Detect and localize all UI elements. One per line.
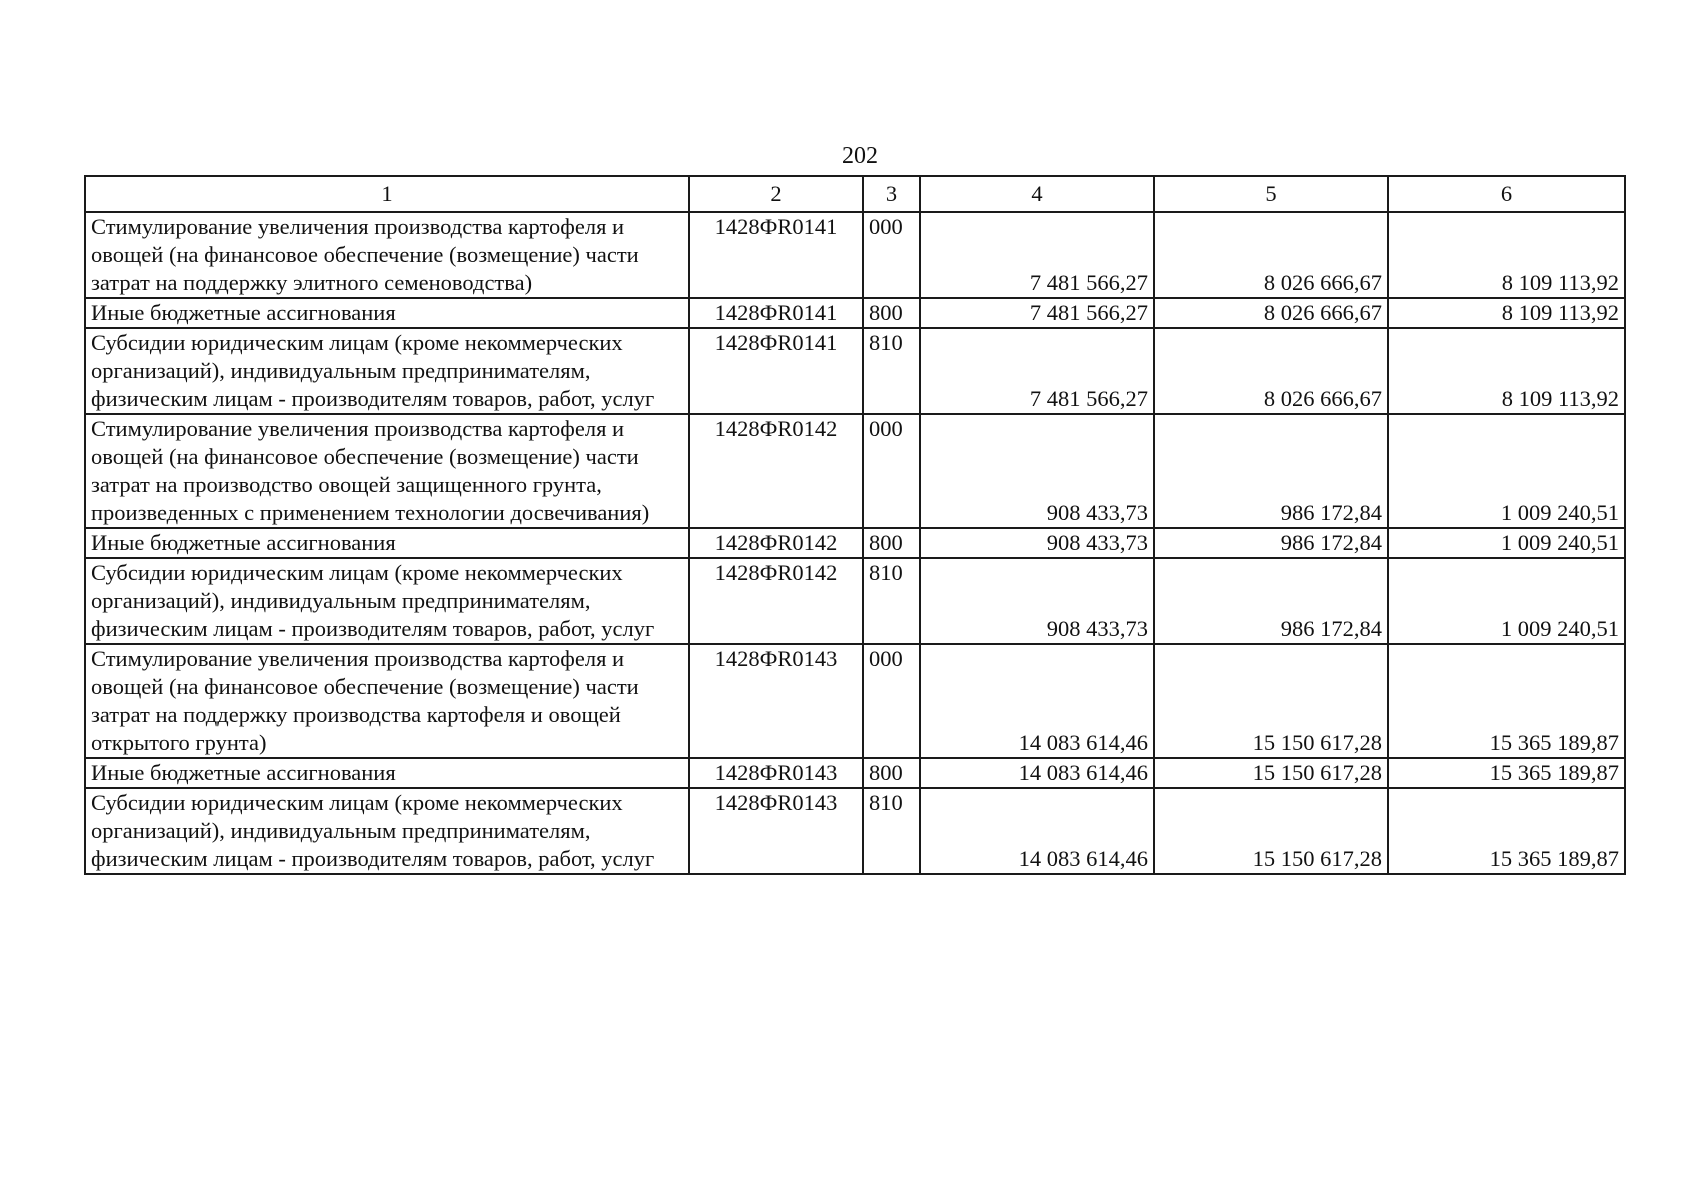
header-cell-1: 1 xyxy=(85,176,689,212)
table-row xyxy=(85,528,1625,558)
table-header xyxy=(85,176,1625,212)
row-value-6: 1 009 240,51 xyxy=(1388,414,1625,528)
row-value-5: 15 150 617,28 xyxy=(1154,758,1388,788)
table-row xyxy=(85,758,1625,788)
row-value-5: 986 172,84 xyxy=(1154,558,1388,644)
row-code: 1428ФR0141 xyxy=(689,328,863,414)
row-kind: 800 xyxy=(863,758,920,788)
row-kind: 000 xyxy=(863,644,920,758)
row-kind: 810 xyxy=(863,788,920,874)
row-value-6: 1 009 240,51 xyxy=(1388,558,1625,644)
row-value-5: 986 172,84 xyxy=(1154,528,1388,558)
row-value-6: 8 109 113,92 xyxy=(1388,328,1625,414)
header-cell-2: 2 xyxy=(689,176,863,212)
row-value-5: 986 172,84 xyxy=(1154,414,1388,528)
header-row xyxy=(85,176,1625,212)
row-value-4: 7 481 566,27 xyxy=(920,212,1154,298)
table-row xyxy=(85,644,1625,758)
row-value-6: 1 009 240,51 xyxy=(1388,528,1625,558)
row-code: 1428ФR0141 xyxy=(689,212,863,298)
table-row xyxy=(85,414,1625,528)
row-value-4: 908 433,73 xyxy=(920,414,1154,528)
row-code: 1428ФR0143 xyxy=(689,788,863,874)
row-name: Субсидии юридическим лицам (кроме некоммерческих организаций), индивидуальным предпринимателям, физическим лицам - производителям товаров, работ, услуг xyxy=(85,558,689,644)
row-value-6: 15 365 189,87 xyxy=(1388,788,1625,874)
row-value-5: 15 150 617,28 xyxy=(1154,788,1388,874)
row-value-5: 8 026 666,67 xyxy=(1154,212,1388,298)
row-value-5: 8 026 666,67 xyxy=(1154,328,1388,414)
row-value-6: 15 365 189,87 xyxy=(1388,644,1625,758)
row-name: Иные бюджетные ассигнования xyxy=(85,528,689,558)
row-value-5: 15 150 617,28 xyxy=(1154,644,1388,758)
row-value-4: 14 083 614,46 xyxy=(920,758,1154,788)
header-cell-3: 3 xyxy=(863,176,920,212)
row-value-4: 14 083 614,46 xyxy=(920,788,1154,874)
table-row xyxy=(85,558,1625,644)
row-code: 1428ФR0142 xyxy=(689,528,863,558)
row-value-6: 8 109 113,92 xyxy=(1388,298,1625,328)
row-kind: 810 xyxy=(863,328,920,414)
row-code: 1428ФR0142 xyxy=(689,414,863,528)
row-value-6: 8 109 113,92 xyxy=(1388,212,1625,298)
row-name: Стимулирование увеличения производства картофеля и овощей (на финансовое обеспечение (возмещение) части затрат на производство овощей защищенного грунта, произведенных с применением технологии досвечивания) xyxy=(85,414,689,528)
row-code: 1428ФR0141 xyxy=(689,298,863,328)
row-code: 1428ФR0142 xyxy=(689,558,863,644)
header-cell-5: 5 xyxy=(1154,176,1388,212)
table-row xyxy=(85,298,1625,328)
row-name: Иные бюджетные ассигнования xyxy=(85,758,689,788)
table-body xyxy=(85,212,1625,874)
table-row xyxy=(85,212,1625,298)
row-name: Субсидии юридическим лицам (кроме некоммерческих организаций), индивидуальным предпринимателям, физическим лицам - производителям товаров, работ, услуг xyxy=(85,328,689,414)
row-name: Стимулирование увеличения производства картофеля и овощей (на финансовое обеспечение (возмещение) части затрат на поддержку производства картофеля и овощей открытого грунта) xyxy=(85,644,689,758)
row-name: Субсидии юридическим лицам (кроме некоммерческих организаций), индивидуальным предпринимателям, физическим лицам - производителям товаров, работ, услуг xyxy=(85,788,689,874)
row-value-4: 908 433,73 xyxy=(920,528,1154,558)
row-kind: 000 xyxy=(863,212,920,298)
row-name: Иные бюджетные ассигнования xyxy=(85,298,689,328)
row-kind: 000 xyxy=(863,414,920,528)
row-kind: 800 xyxy=(863,528,920,558)
row-name: Стимулирование увеличения производства картофеля и овощей (на финансовое обеспечение (возмещение) части затрат на поддержку элитного семеноводства) xyxy=(85,212,689,298)
row-code: 1428ФR0143 xyxy=(689,644,863,758)
row-code: 1428ФR0143 xyxy=(689,758,863,788)
page-number: 202 xyxy=(842,143,878,169)
row-value-4: 7 481 566,27 xyxy=(920,328,1154,414)
header-cell-4: 4 xyxy=(920,176,1154,212)
row-value-6: 15 365 189,87 xyxy=(1388,758,1625,788)
row-value-5: 8 026 666,67 xyxy=(1154,298,1388,328)
row-kind: 810 xyxy=(863,558,920,644)
row-value-4: 14 083 614,46 xyxy=(920,644,1154,758)
header-cell-6: 6 xyxy=(1388,176,1625,212)
table-row xyxy=(85,328,1625,414)
row-value-4: 908 433,73 xyxy=(920,558,1154,644)
row-value-4: 7 481 566,27 xyxy=(920,298,1154,328)
budget-table xyxy=(84,175,1626,875)
row-kind: 800 xyxy=(863,298,920,328)
table-row xyxy=(85,788,1625,874)
